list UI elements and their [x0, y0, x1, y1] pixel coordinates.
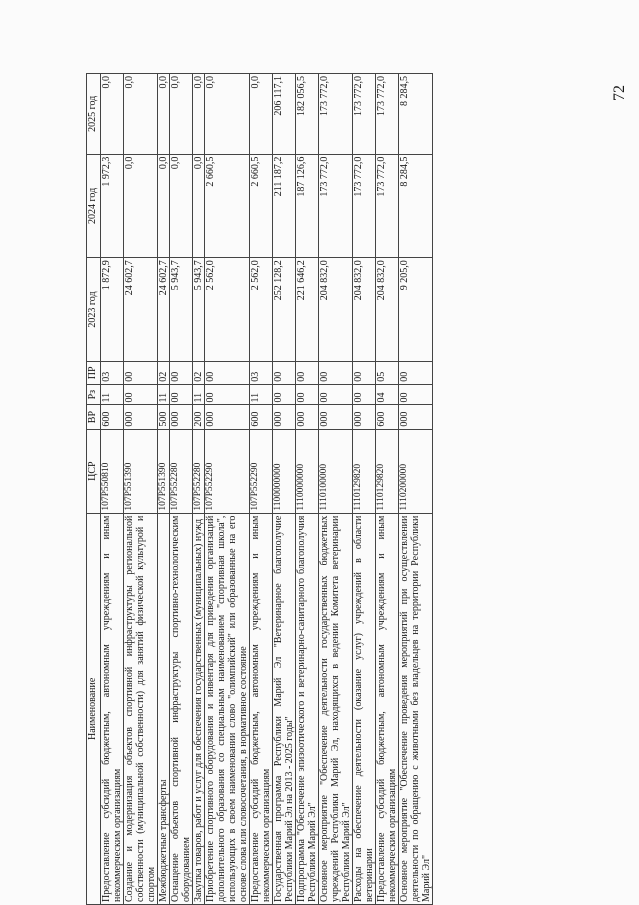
cell-csr: 107P552290 — [205, 429, 250, 513]
cell-name: Приобретение спортивного оборудования и инвентаря для приведения организаций дополнительного образования со специальным наименованием "спортивная школа", использующих в своем наименовании слово "олимпийский" или образованные на его основе слова или словосочетания, в нормативное состояние — [205, 513, 250, 904]
cell-y2024: 1 972,3 — [101, 154, 124, 258]
cell-pr: 05 — [376, 361, 399, 384]
budget-table — [86, 73, 433, 905]
cell-csr: 107P552280 — [193, 429, 205, 513]
header-vr: ВР — [87, 405, 101, 429]
table-row — [193, 74, 205, 905]
cell-csr: 107P551390 — [158, 429, 170, 513]
table-wrapper — [86, 73, 568, 905]
table-row — [170, 74, 193, 905]
cell-rz: 00 — [205, 384, 250, 405]
cell-rz: 00 — [273, 384, 296, 405]
cell-pr: 00 — [170, 361, 193, 384]
cell-rz: 11 — [101, 384, 124, 405]
cell-rz: 00 — [399, 384, 433, 405]
cell-y2024: 0,0 — [193, 154, 205, 258]
cell-y2025: 206 117,1 — [273, 74, 296, 155]
cell-rz: 11 — [193, 384, 205, 405]
cell-csr: 107P551390 — [124, 429, 158, 513]
table-row — [273, 74, 296, 905]
cell-name: Предоставление субсидий бюджетным, автономным учреждениям и иным некоммерческим организациям — [101, 513, 124, 904]
cell-pr: 00 — [205, 361, 250, 384]
cell-y2024: 2 660,5 — [205, 154, 250, 258]
cell-pr: 00 — [319, 361, 353, 384]
table-row — [399, 74, 433, 905]
cell-y2025: 173 772,0 — [376, 74, 399, 155]
cell-y2024: 187 126,6 — [296, 154, 319, 258]
cell-y2024: 173 772,0 — [353, 154, 376, 258]
cell-vr: 000 — [124, 405, 158, 429]
header-2025: 2025 год — [87, 74, 101, 155]
page-number: 72 — [611, 85, 628, 101]
cell-csr: 1110129820 — [376, 429, 399, 513]
cell-y2024: 0,0 — [170, 154, 193, 258]
table-row — [124, 74, 158, 905]
cell-name: Основное мероприятие "Обеспечение проведения мероприятий при осуществлении деятельности по обращению с животными без владельцев на территории Республики Марий Эл" — [399, 513, 433, 904]
cell-vr: 600 — [376, 405, 399, 429]
header-pr: ПР — [87, 361, 101, 384]
cell-vr: 000 — [353, 405, 376, 429]
cell-csr: 1110000000 — [296, 429, 319, 513]
cell-pr: 03 — [250, 361, 273, 384]
cell-rz: 00 — [353, 384, 376, 405]
cell-y2023: 252 128,2 — [273, 258, 296, 362]
cell-y2023: 24 602,7 — [124, 258, 158, 362]
cell-pr: 03 — [101, 361, 124, 384]
cell-y2023: 9 205,0 — [399, 258, 433, 362]
cell-y2024: 8 284,5 — [399, 154, 433, 258]
cell-pr: 02 — [158, 361, 170, 384]
header-2023: 2023 год — [87, 258, 101, 362]
cell-vr: 000 — [296, 405, 319, 429]
cell-y2023: 204 832,0 — [319, 258, 353, 362]
cell-y2023: 2 562,0 — [205, 258, 250, 362]
cell-pr: 00 — [399, 361, 433, 384]
cell-name: Государственная программа Республики Марий Эл "Ветеринарное благополучие Республики Марий Эл на 2013 - 2025 годы" — [273, 513, 296, 904]
cell-pr: 00 — [124, 361, 158, 384]
cell-rz: 11 — [158, 384, 170, 405]
cell-y2023: 1 872,9 — [101, 258, 124, 362]
cell-rz: 04 — [376, 384, 399, 405]
header-rz: Рз — [87, 384, 101, 405]
table-row — [353, 74, 376, 905]
table-row — [101, 74, 124, 905]
cell-csr: 107P552290 — [250, 429, 273, 513]
cell-pr: 00 — [296, 361, 319, 384]
cell-pr: 02 — [193, 361, 205, 384]
table-row — [250, 74, 273, 905]
cell-vr: 000 — [205, 405, 250, 429]
cell-name: Подпрограмма "Обеспечение эпизоотического и ветеринарно-санитарного благополучия Республики Марий Эл" — [296, 513, 319, 904]
cell-csr: 107P552280 — [170, 429, 193, 513]
cell-vr: 600 — [250, 405, 273, 429]
header-2024: 2024 год — [87, 154, 101, 258]
cell-y2023: 5 943,7 — [170, 258, 193, 362]
cell-y2025: 182 056,5 — [296, 74, 319, 155]
cell-pr: 00 — [273, 361, 296, 384]
cell-rz: 00 — [296, 384, 319, 405]
cell-y2024: 0,0 — [158, 154, 170, 258]
cell-vr: 600 — [101, 405, 124, 429]
cell-y2024: 0,0 — [124, 154, 158, 258]
cell-y2025: 0,0 — [170, 74, 193, 155]
rotated-page — [86, 73, 568, 905]
cell-name: Оснащение объектов спортивной инфраструктуры спортивно-технологическим оборудованием — [170, 513, 193, 904]
cell-y2023: 221 646,2 — [296, 258, 319, 362]
table-row — [376, 74, 399, 905]
cell-y2024: 2 660,5 — [250, 154, 273, 258]
cell-csr: 107P550810 — [101, 429, 124, 513]
cell-y2025: 0,0 — [158, 74, 170, 155]
cell-vr: 200 — [193, 405, 205, 429]
cell-y2025: 173 772,0 — [353, 74, 376, 155]
cell-csr: 1110200000 — [399, 429, 433, 513]
cell-csr: 1110129820 — [353, 429, 376, 513]
cell-y2023: 204 832,0 — [353, 258, 376, 362]
cell-y2023: 204 832,0 — [376, 258, 399, 362]
cell-y2023: 24 602,7 — [158, 258, 170, 362]
cell-name: Основное мероприятие "Обеспечение деятельности государственных бюджетных учреждений Республики Марий Эл, находящихся в ведении Комитета ветеринарии Республики Марий Эл" — [319, 513, 353, 904]
header-name: Наименование — [87, 513, 101, 904]
cell-vr: 000 — [273, 405, 296, 429]
cell-y2024: 173 772,0 — [376, 154, 399, 258]
cell-vr: 000 — [319, 405, 353, 429]
cell-y2024: 173 772,0 — [319, 154, 353, 258]
cell-name: Закупка товаров, работ и услуг для обеспечения государственных (муниципальных) нужд — [193, 513, 205, 904]
table-body — [101, 74, 433, 905]
cell-vr: 000 — [399, 405, 433, 429]
cell-name: Межбюджетные трансферты — [158, 513, 170, 904]
table-header-row — [87, 74, 101, 905]
cell-rz: 00 — [319, 384, 353, 405]
cell-name: Предоставление субсидий бюджетным, автономным учреждениям и иным некоммерческим организациям — [250, 513, 273, 904]
cell-y2025: 0,0 — [250, 74, 273, 155]
cell-csr: 1100000000 — [273, 429, 296, 513]
cell-pr: 00 — [353, 361, 376, 384]
cell-rz: 11 — [250, 384, 273, 405]
cell-csr: 1110100000 — [319, 429, 353, 513]
cell-y2025: 0,0 — [193, 74, 205, 155]
cell-y2025: 0,0 — [124, 74, 158, 155]
cell-vr: 000 — [170, 405, 193, 429]
cell-y2025: 173 772,0 — [319, 74, 353, 155]
cell-name: Расходы на обеспечение деятельности (оказание услуг) учреждений в области ветеринарии — [353, 513, 376, 904]
cell-rz: 00 — [170, 384, 193, 405]
cell-y2023: 2 562,0 — [250, 258, 273, 362]
cell-y2023: 5 943,7 — [193, 258, 205, 362]
cell-y2025: 0,0 — [101, 74, 124, 155]
table-row — [205, 74, 250, 905]
cell-vr: 500 — [158, 405, 170, 429]
table-row — [296, 74, 319, 905]
cell-y2025: 0,0 — [205, 74, 250, 155]
cell-name: Создание и модернизация объектов спортивной инфраструктуры региональной собственности (муниципальной собственности) для занятий физической культурой и спортом — [124, 513, 158, 904]
table-row — [319, 74, 353, 905]
cell-rz: 00 — [124, 384, 158, 405]
table-row — [158, 74, 170, 905]
cell-y2025: 8 284,5 — [399, 74, 433, 155]
cell-name: Предоставление субсидий бюджетным, автономным учреждениям и иным некоммерческим организациям — [376, 513, 399, 904]
header-csr: ЦСР — [87, 429, 101, 513]
cell-y2024: 211 187,2 — [273, 154, 296, 258]
